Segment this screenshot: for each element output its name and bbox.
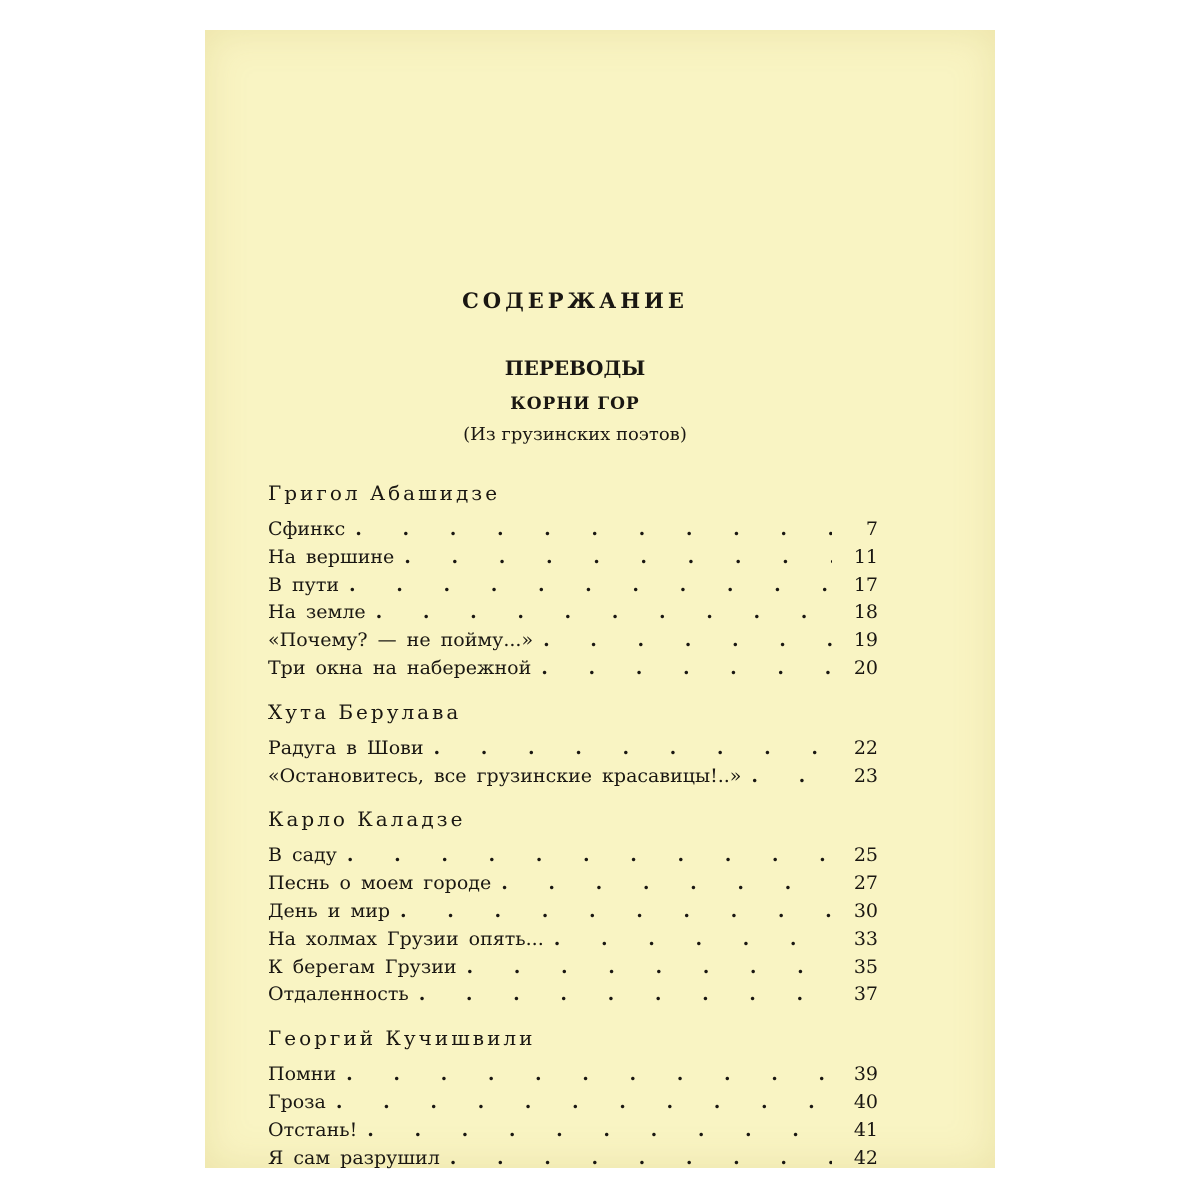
toc-entry[interactable] <box>268 655 878 683</box>
entry-page-number: 22 <box>853 736 878 759</box>
toc-entry[interactable] <box>268 544 878 572</box>
dot-leader <box>336 1089 832 1117</box>
table-of-contents <box>268 478 878 1186</box>
entry-page-number: 11 <box>853 545 878 568</box>
entry-title: На вершине <box>268 545 395 568</box>
entry-title: Помни <box>268 1063 337 1086</box>
dot-leader <box>501 870 832 898</box>
dot-leader <box>367 1117 832 1145</box>
toc-entry[interactable] <box>268 842 878 870</box>
author-group <box>268 478 878 683</box>
dot-leader <box>467 954 832 982</box>
entry-page-number: 7 <box>865 518 878 540</box>
entry-page-number: 41 <box>853 1118 878 1141</box>
dot-leader <box>450 1145 832 1173</box>
entry-title: «Остановитесь, все грузинские красавицы!..» <box>268 764 742 787</box>
toc-entry[interactable] <box>268 572 878 600</box>
author-group <box>268 804 878 1009</box>
page-title: СОДЕРЖАНИЕ <box>462 288 688 313</box>
entry-title: Отстань! <box>268 1118 358 1141</box>
toc-entry[interactable] <box>268 763 878 791</box>
entry-page-number: 23 <box>853 764 878 787</box>
entry-page-number: 35 <box>853 955 878 978</box>
entry-title: Сфинкс <box>268 518 346 540</box>
entry-page-number: 25 <box>853 844 878 867</box>
dot-leader <box>349 572 832 600</box>
toc-entry[interactable] <box>268 1145 878 1173</box>
entry-page-number: 19 <box>853 629 878 652</box>
dot-leader <box>751 763 832 791</box>
author-name: Георгий Кучишвили <box>268 1026 536 1051</box>
toc-entry[interactable] <box>268 898 878 926</box>
entry-page-number: 33 <box>853 927 878 950</box>
dot-leader <box>400 898 832 926</box>
entry-title: «Почему? — не пойму...» <box>268 629 534 652</box>
section-title: ПЕРЕВОДЫ <box>504 356 646 380</box>
toc-entry[interactable] <box>268 516 878 544</box>
collection-subtitle: (Из грузинских поэтов) <box>463 424 687 445</box>
toc-entry[interactable] <box>268 981 878 1009</box>
dot-leader <box>434 735 832 763</box>
toc-entry[interactable] <box>268 627 878 655</box>
toc-entry[interactable] <box>268 954 878 982</box>
toc-entry[interactable] <box>268 1117 878 1145</box>
dot-leader <box>543 627 832 655</box>
entry-page-number: 27 <box>853 872 878 895</box>
dot-leader <box>419 981 832 1009</box>
entry-title: Три окна на набережной <box>268 656 532 679</box>
author-group <box>268 1023 878 1172</box>
dot-leader <box>346 1061 832 1089</box>
collection-title: КОРНИ ГОР <box>510 394 640 414</box>
dot-leader <box>355 516 832 544</box>
author-name: Хута Берулава <box>268 699 462 724</box>
entry-title: Я сам разрушил <box>268 1146 440 1169</box>
entry-page-number: 17 <box>853 573 878 596</box>
entry-title: Радуга в Шови <box>268 736 424 759</box>
entry-title: В пути <box>268 573 340 596</box>
entry-title: Песнь о моем городе <box>268 872 492 895</box>
toc-entry[interactable] <box>268 735 878 763</box>
dot-leader <box>404 544 832 572</box>
entry-title: Отдаленность <box>268 983 409 1006</box>
dot-leader <box>347 842 832 870</box>
entry-page-number: 39 <box>853 1063 878 1086</box>
entry-title: День и мир <box>268 899 391 922</box>
entry-page-number: 18 <box>853 601 878 624</box>
entry-page-number: 20 <box>853 656 878 679</box>
entry-title: Гроза <box>268 1090 326 1113</box>
entry-page-number: 37 <box>853 983 878 1006</box>
author-group <box>268 697 878 791</box>
entry-page-number: 40 <box>853 1090 878 1113</box>
book-page <box>205 30 995 1168</box>
toc-entry[interactable] <box>268 870 878 898</box>
author-name: Григол Абашидзе <box>268 481 501 505</box>
entry-title: На холмах Грузии опять... <box>268 927 544 950</box>
entry-page-number: 42 <box>853 1146 878 1169</box>
entry-title: К берегам Грузии <box>268 955 457 978</box>
dot-leader <box>541 655 832 683</box>
toc-entry[interactable] <box>268 1089 878 1117</box>
toc-entry[interactable] <box>268 599 878 627</box>
entry-page-number: 30 <box>853 899 878 922</box>
author-name: Карло Каладзе <box>268 807 466 832</box>
dot-leader <box>554 926 832 954</box>
dot-leader <box>376 599 832 627</box>
entry-title: В саду <box>268 844 337 867</box>
entry-title: На земле <box>268 601 366 624</box>
toc-entry[interactable] <box>268 1061 878 1089</box>
toc-entry[interactable] <box>268 926 878 954</box>
